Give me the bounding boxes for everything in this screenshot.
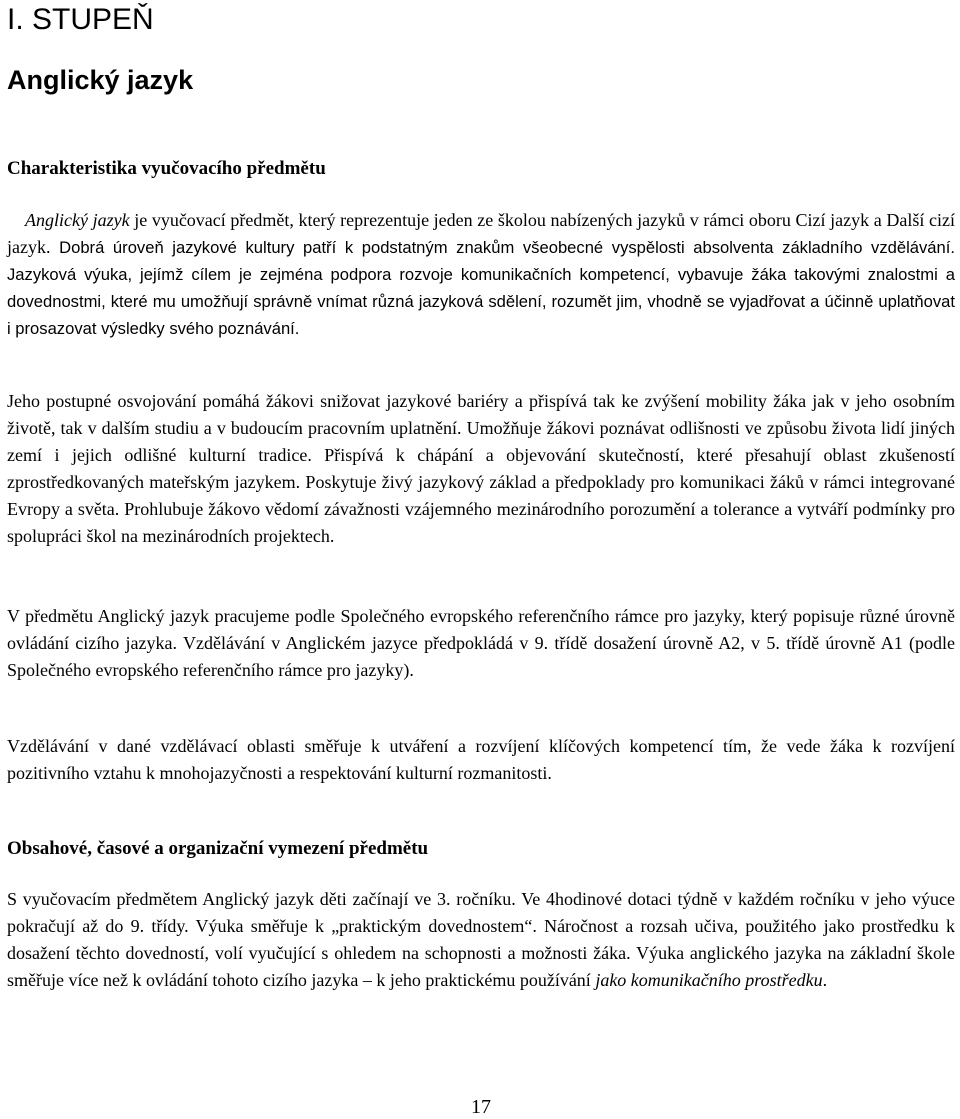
subject-title: Anglický jazyk xyxy=(7,65,194,95)
organization-italic: jako komunikačního prostředku xyxy=(595,970,823,990)
intro-text-a: je vyučovací předmět, který reprezentuje jeden ze školou nabízených jazyků v rámci oboru Cizí jazyk a Další cizí jazyk. xyxy=(7,210,955,257)
paragraph-intro xyxy=(7,207,955,342)
heading-characteristics: Charakteristika vyučovacího předmětu xyxy=(7,158,326,179)
paragraph-mobility: Jeho postupné osvojování pomáhá žákovi snižovat jazykové bariéry a přispívá tak ke zvýšení mobility žáka jak v jeho osobním životě, tak v dalším studiu a v budoucím pracovním uplatnění. Umožňuje žákovi poznávat odlišnosti ve způsobu života lidí jiných zemí i jejich odlišné kulturní tradice. Přispívá k chápání a objevování skutečností, které přesahují oblast zkušeností zprostředkovaných mateřským jazykem. Poskytuje živý jazykový základ a předpoklady pro komunikaci žáků v rámci integrované Evropy a světa. Prohlubuje žákovo vědomí závažnosti vzájemného mezinárodního porozumění a tolerance a vytváří podmínky pro spolupráci škol na mezinárodních projektech. xyxy=(7,391,955,546)
paragraph-organization xyxy=(7,886,955,994)
organization-period: . xyxy=(822,970,828,990)
organization-text: S vyučovacím předmětem Anglický jazyk děti začínají ve 3. ročníku. Ve 4hodinové dotaci týdně v každém ročníku v jeho výuce pokračují až do 9. třídy. Výuka směřuje k „praktickým dovednostem“. Náročnost a rozsah učiva, použitého jako prostředku k dosažení těchto dovedností, volí vyučující s ohledem na schopnosti a možnosti žáka. Výuka anglického jazyka na základní škole směřuje více než k ovládání tohoto cizího jazyka – k jeho praktickému používání xyxy=(7,889,955,990)
subject-name-italic: Anglický jazyk xyxy=(25,210,130,230)
section-title: I. STUPEŇ xyxy=(7,3,154,36)
paragraph-competencies: Vzdělávání v dané vzdělávací oblasti směřuje k utváření a rozvíjení klíčových kompetencí tím, že vede žáka k rozvíjení pozitivního vztahu k mnohojazyčnosti a respektování kulturní rozmanitosti. xyxy=(7,736,955,783)
heading-organization: Obsahové, časové a organizační vymezení předmětu xyxy=(7,838,429,859)
page-number: 17 xyxy=(471,1096,491,1118)
intro-text-b: Dobrá úroveň jazykové kultury patří k podstatným znakům všeobecné vyspělosti absolventa základního vzdělávání. Jazyková výuka, jejímž cílem je zejména podpora rozvoje komunikačních kompetencí, vybavuje žáka takovými znalostmi a dovednostmi, které mu umožňují správně vnímat různá jazyková sdělení, rozumět jim, vhodně se vyjadřovat a účinně uplatňovat i prosazovat výsledky svého poznávání. xyxy=(7,238,955,338)
paragraph-framework: V předmětu Anglický jazyk pracujeme podle Společného evropského referenčního rámce pro jazyky, který popisuje různé úrovně ovládání cizího jazyka. Vzdělávání v Anglickém jazyce předpokládá v 9. třídě dosažení úrovně A2, v 5. třídě úrovně A1 (podle Společného evropského referenčního rámce pro jazyky). xyxy=(7,606,955,680)
